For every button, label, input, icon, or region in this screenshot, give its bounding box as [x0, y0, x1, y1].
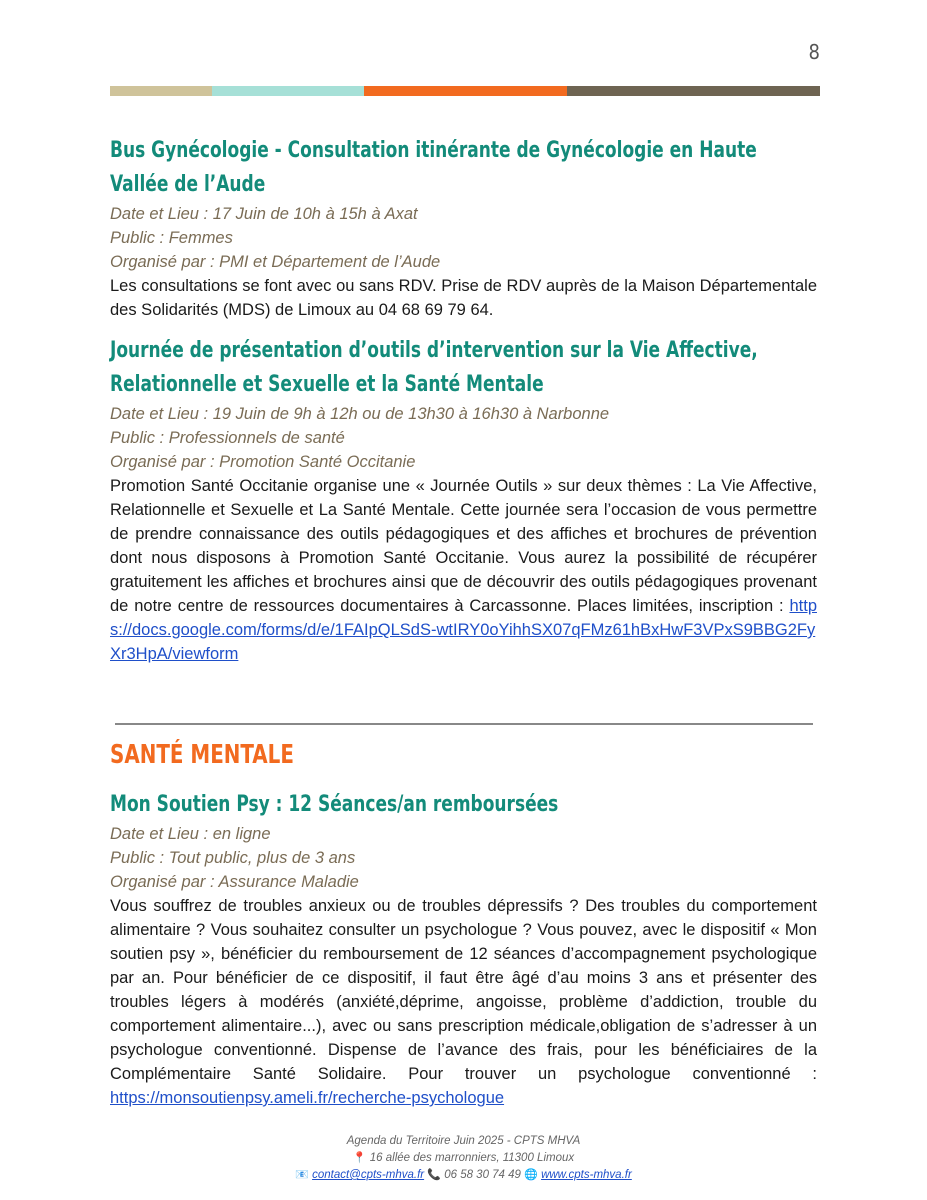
- color-bar-segment-3: [364, 86, 567, 96]
- footer-address-line: [0, 1150, 927, 1167]
- color-bar-segment-4: [567, 86, 820, 96]
- event-public: Public : Femmes: [110, 229, 233, 247]
- event-description: [110, 894, 817, 1110]
- page-footer: [0, 1133, 927, 1184]
- event-block-bus-gynecologie: [110, 134, 817, 322]
- event-organizer: Organisé par : Promotion Santé Occitanie: [110, 453, 416, 471]
- event-date: Date et Lieu : 17 Juin de 10h à 15h à Axat: [110, 205, 418, 223]
- page-number: 8: [808, 40, 820, 64]
- event-organizer: Organisé par : Assurance Maladie: [110, 873, 359, 891]
- footer-address: 16 allée des marronniers, 11300 Limoux: [369, 1152, 575, 1164]
- event-public: Public : Professionnels de santé: [110, 429, 345, 447]
- event-title: Mon Soutien Psy : 12 Séances/an remboursées: [110, 792, 559, 817]
- event-date: Date et Lieu : en ligne: [110, 825, 271, 843]
- footer-contact-line: [0, 1167, 927, 1184]
- email-icon: 📧: [295, 1169, 309, 1181]
- event-description: Les consultations se font avec ou sans RDV. Prise de RDV auprès de la Maison Départementale des Solidarités (MDS) de Limoux au 04 68 69 79 64.: [110, 277, 817, 319]
- section-divider: [115, 723, 813, 725]
- event-description-text: Promotion Santé Occitanie organise une « Journée Outils » sur deux thèmes : La Vie Affective, Relationnelle et Sexuelle et La Santé Mentale. Cette journée sera l’occasion de vous permettre de prendre connaissance des outils pédagogiques et des affiches et brochures de prévention dont nous disposons à Promotion Santé Occitanie. Vous aurez la possibilité de récupérer gratuitement les affiches et brochures ainsi que de découvrir des outils pédagogiques provenant de notre centre de ressources documentaires à Carcassonne. Places limitées, inscription :: [110, 477, 817, 615]
- event-organizer: Organisé par : PMI et Département de l’Aude: [110, 253, 441, 271]
- phone-icon: 📞: [427, 1169, 441, 1181]
- event-public: Public : Tout public, plus de 3 ans: [110, 849, 356, 867]
- section-heading-sante-mentale: SANTÉ MENTALE: [110, 740, 294, 770]
- psychologist-search-link[interactable]: https://monsoutienpsy.ameli.fr/recherche-psychologue: [110, 1089, 505, 1107]
- event-block-journee-outils: [110, 334, 817, 666]
- event-date: Date et Lieu : 19 Juin de 9h à 12h ou de 13h30 à 16h30 à Narbonne: [110, 405, 610, 423]
- color-bar-segment-2: [212, 86, 364, 96]
- registration-link[interactable]: https://docs.google.com/forms/d/e/1FAIpQLSdS-wtIRY0oYihhSX07qFMz61hBxHwF3VPxS9BBG2FyXr3HpA/viewform: [110, 597, 817, 663]
- event-block-mon-soutien-psy: [110, 788, 817, 1110]
- event-description: [110, 474, 817, 666]
- footer-website-link[interactable]: www.cpts-mhva.fr: [541, 1169, 632, 1181]
- globe-icon: 🌐: [524, 1169, 538, 1181]
- event-title: Bus Gynécologie - Consultation itinérante de Gynécologie en Haute Vallée de l’Aude: [110, 138, 757, 197]
- color-bar-segment-1: [110, 86, 212, 96]
- footer-email-link[interactable]: contact@cpts-mhva.fr: [312, 1169, 425, 1181]
- footer-title: Agenda du Territoire Juin 2025 - CPTS MHVA: [346, 1135, 581, 1147]
- footer-phone: 06 58 30 74 49: [444, 1169, 521, 1181]
- event-description-text: Vous souffrez de troubles anxieux ou de troubles dépressifs ? Des troubles du comportement alimentaire ? Vous souhaitez consulter un psychologue ? Vous pouvez, avec le dispositif « Mon soutien psy », bénéficier du remboursement de 12 séances d’accompagnement psychologique par an. Pour bénéficier de ce dispositif, il faut être âgé d’au moins 3 ans et présenter des troubles légers à modérés (anxiété,déprime, angoisse, problème d’addiction, trouble du comportement alimentaire...), avec ou sans prescription médicale,obligation de s’adresser à un psychologue conventionné. Dispense de l’avance des frais, pour les bénéficiaires de la Complémentaire Santé Solidaire. Pour trouver un psychologue conventionné :: [110, 897, 817, 1083]
- event-title: Journée de présentation d’outils d’intervention sur la Vie Affective, Relationnelle et Sexuelle et la Santé Mentale: [110, 338, 758, 397]
- pin-icon: 📍: [352, 1152, 367, 1164]
- decorative-color-bar: [110, 86, 820, 96]
